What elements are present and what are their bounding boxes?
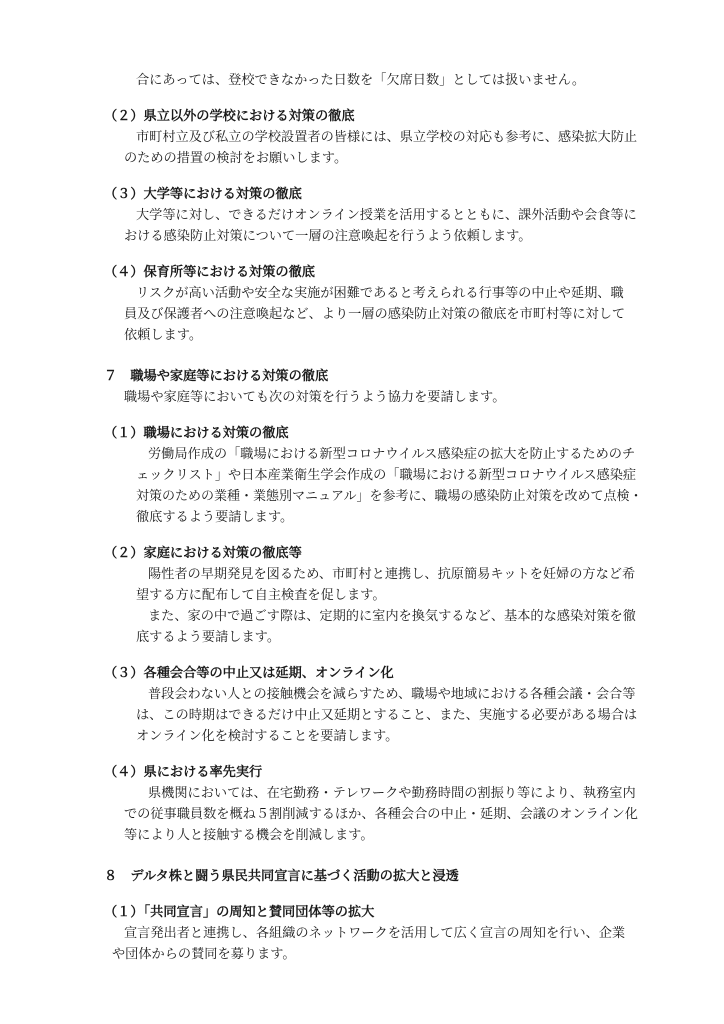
body-line: 県機関においては、在宅勤務・テレワークや勤務時間の割振り等により、執務室内 bbox=[148, 786, 636, 801]
subsection-heading: （１）「共同宣言」の周知と賛同団体等の拡大 bbox=[104, 905, 375, 920]
subsection-heading: （１）職場における対策の徹底 bbox=[104, 426, 289, 441]
body-line: 徹底するよう要請します。 bbox=[136, 510, 294, 525]
body-line: 望する方に配布して自主検査を促します。 bbox=[136, 588, 386, 603]
body-line: 合にあっては、登校できなかった日数を「欠席日数」としては扱いません。 bbox=[136, 73, 586, 88]
body-line: 市町村立及び私立の学校設置者の皆様には、県立学校の対応も参考に、感染拡大防止 bbox=[136, 130, 638, 145]
subsection-heading: （２）家庭における対策の徹底等 bbox=[104, 546, 302, 561]
body-line: 底するよう要請します。 bbox=[136, 630, 281, 645]
body-line: 労働局作成の「職場における新型コロナウイルス感染症の拡大を防止するためのチ bbox=[148, 447, 636, 462]
body-line: 陽性者の早期発見を図るため、市町村と連携し、抗原簡易キットを妊婦の方など希 bbox=[148, 567, 636, 582]
subsection-heading: （３）各種会合等の中止又は延期、オンライン化 bbox=[104, 666, 394, 681]
body-line: 職場や家庭等においても次の対策を行うよう協力を要請します。 bbox=[124, 390, 506, 405]
body-line: での従事職員数を概ね５割削減するほか、各種会合の中止・延期、会議のオンライン化 bbox=[124, 807, 638, 822]
body-line: 員及び保護者への注意喚起など、より一層の感染防止対策の徹底を市町村等に対して bbox=[124, 307, 626, 322]
body-line: や団体からの賛同を募ります。 bbox=[112, 947, 296, 962]
body-line: オンライン化を検討することを要請します。 bbox=[136, 729, 399, 744]
body-line: また、家の中で過ごす際は、定期的に室内を換気するなど、基本的な感染対策を徹 bbox=[148, 609, 636, 624]
body-line: 対策のための業種・業態別マニュアル」を参考に、職場の感染防止対策を改めて点検・ bbox=[136, 489, 643, 504]
body-line: 依頼します。 bbox=[124, 328, 203, 343]
subsection-heading: （３）大学等における対策の徹底 bbox=[104, 187, 302, 202]
body-line: おける感染防止対策について一層の注意喚起を行うよう依頼します。 bbox=[124, 229, 532, 244]
subsection-heading: （４）保育所等における対策の徹底 bbox=[104, 265, 315, 280]
section-heading: ７ 職場や家庭等における対策の徹底 bbox=[104, 369, 329, 384]
body-line: 等により人と接触する機会を削減します。 bbox=[124, 828, 374, 843]
subsection-heading: （２）県立以外の学校における対策の徹底 bbox=[104, 109, 355, 124]
body-line: は、この時期はできるだけ中止又延期とすること、また、実施する必要がある場合は bbox=[136, 708, 638, 723]
section-heading: ８ デルタ株と闘う県民共同宣言に基づく活動の拡大と浸透 bbox=[104, 869, 459, 884]
body-line: リスクが高い活動や安全な実施が困難であると考えられる行事等の中止や延期、職 bbox=[136, 286, 624, 301]
body-line: 宣言発出者と連携し、各組織のネットワークを活用して広く宣言の周知を行い、企業 bbox=[124, 926, 626, 941]
body-line: ェックリスト」や日本産業衛生学会作成の「職場における新型コロナウイルス感染症 bbox=[136, 468, 637, 483]
body-line: 大学等に対し、できるだけオンライン授業を活用するとともに、課外活動や会食等に bbox=[136, 208, 637, 223]
body-line: 普段会わない人との接触機会を減らすため、職場や地域における各種会議・会合等 bbox=[148, 687, 636, 702]
body-line: のための措置の検討をお願いします。 bbox=[124, 151, 348, 166]
subsection-heading: （４）県における率先実行 bbox=[104, 765, 263, 780]
